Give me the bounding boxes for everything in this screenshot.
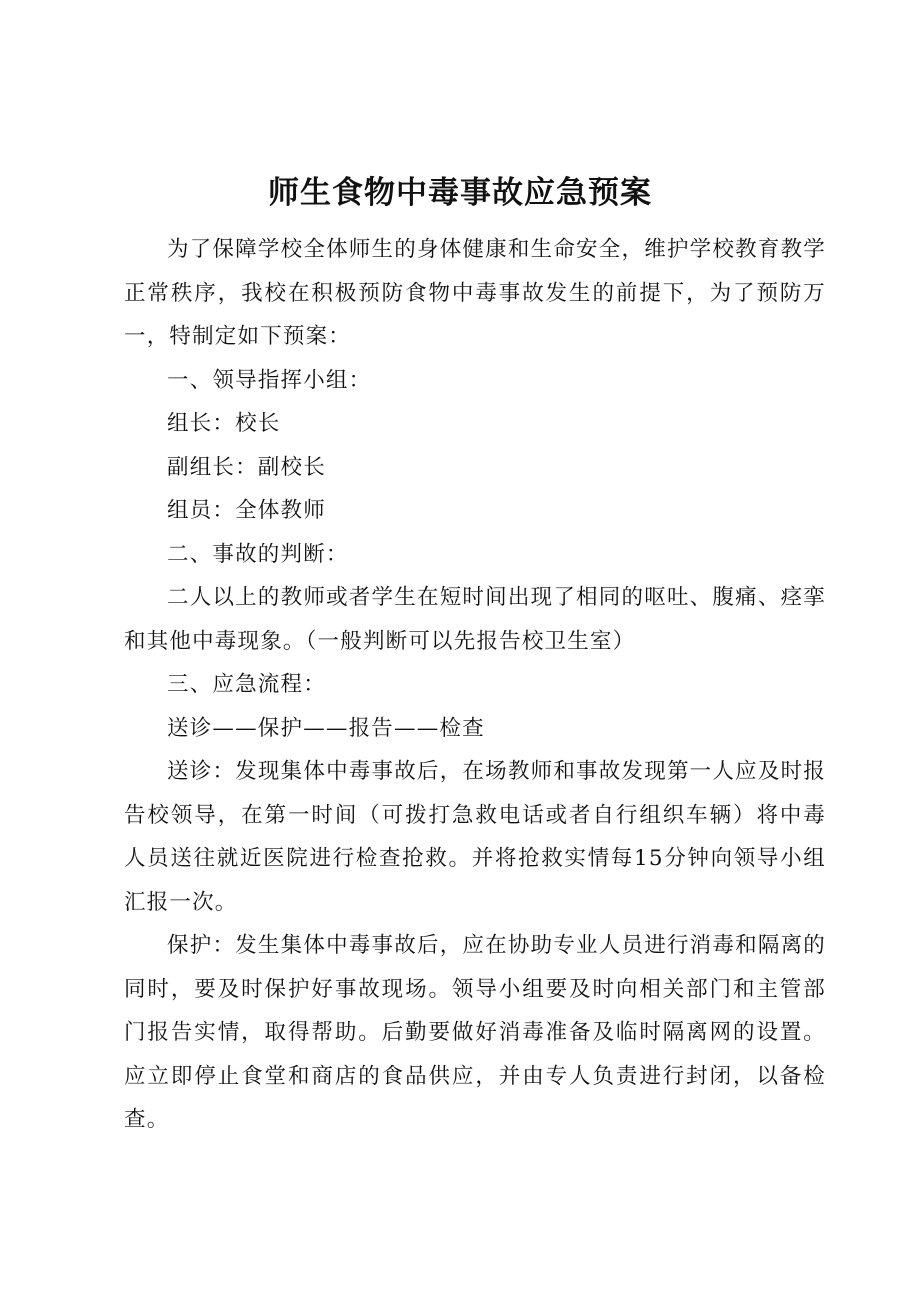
document-body (124, 228, 826, 1142)
members-line: 组员：全体教师 (167, 498, 326, 523)
deputy-leader-line: 副组长：副校长 (167, 454, 326, 480)
heading-accident-judgment: 二、事故的判断： (167, 541, 349, 567)
process-flow-line: 送诊——保护——报告——检查 (167, 715, 485, 741)
paragraph-judgment: 二人以上的教师或者学生在短时间出现了相同的呕吐、腹痛、痉挛和其他中毒现象。（一般判断可以先报告校卫生室） (124, 585, 826, 654)
heading-emergency-process: 三、应急流程： (167, 672, 326, 697)
heading-leadership-group: 一、领导指挥小组： (167, 367, 372, 393)
leader-line: 组长：校长 (167, 411, 281, 436)
paragraph-protection: 保护：发生集体中毒事故后，应在协助专业人员进行消毒和隔离的同时，要及时保护好事故现场。领导小组要及时向相关部门和主管部门报告实情，取得帮助。后勤要做好消毒准备及临时隔离网的设置。应立即停止食堂和商店的食品供应，并由专人负责进行封闭，以备检查。 (124, 933, 826, 1132)
paragraph-send-to-hospital: 送诊：发现集体中毒事故后，在场教师和事故发现第一人应及时报告校领导，在第一时间（可拨打急救电话或者自行组织车辆）将中毒人员送往就近医院进行检查抢救。并将抢救实情每15分钟向领导小组汇报一次。 (124, 759, 826, 915)
paragraph-intro: 为了保障学校全体师生的身体健康和生命安全，维护学校教育教学正常秩序，我校在积极预防食物中毒事故发生的前提下，为了预防万一，特制定如下预案： (124, 237, 826, 349)
document-title: 师生食物中毒事故应急预案 (268, 175, 652, 211)
